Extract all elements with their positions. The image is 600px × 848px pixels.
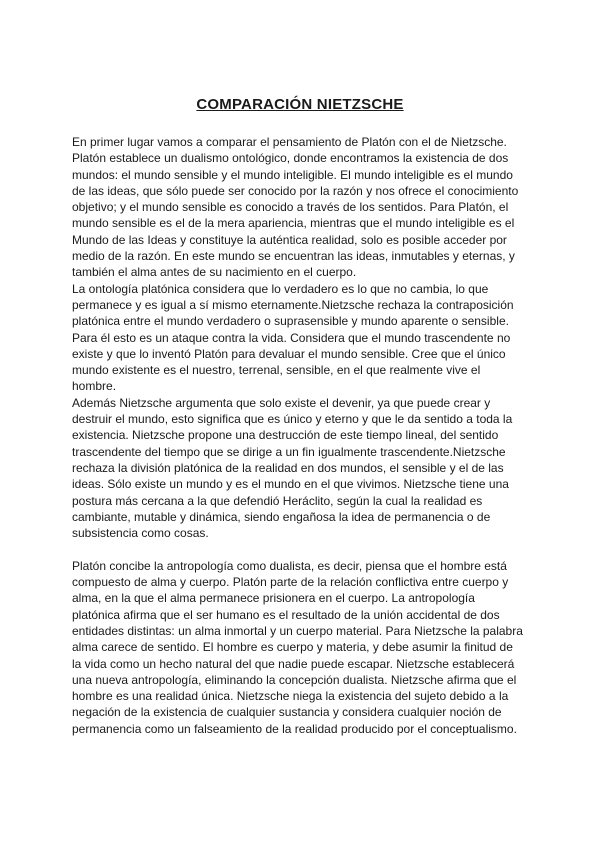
- text-line: hombre es una realidad única. Nietzsche niega la existencia del sujeto debido a la: [72, 689, 509, 704]
- text-line: ideas. Sólo existe un mundo y es el mundo en el que vivimos. Nietzsche tiene una: [72, 477, 509, 492]
- page-title: COMPARACIÓN NIETZSCHE: [196, 96, 404, 113]
- paragraph: [72, 395, 530, 542]
- text-line: mundos: el mundo sensible y el mundo inteligible. El mundo inteligible es el mundo: [72, 167, 513, 182]
- text-line: platónica entre el mundo verdadero o suprasensible y mundo aparente o sensible.: [72, 314, 509, 329]
- text-line: negación de la existencia de cualquier sustancia y considera cualquier noción de: [72, 705, 502, 720]
- document-body: [72, 134, 530, 737]
- text-line: permanece y es igual a sí mismo eternamente.Nietzsche rechaza la contraposición: [72, 297, 514, 312]
- text-line: entidades distintas: un alma inmortal y un cuerpo material. Para Nietzsche la palabra: [72, 623, 523, 638]
- text-line: subsistencia como cosas.: [72, 526, 209, 541]
- text-line: Además Nietzsche argumenta que solo existe el devenir, ya que puede crear y: [72, 395, 491, 410]
- text-line: mundo sensible es el de la mera apariencia, mientras que el mundo inteligible es el: [72, 216, 515, 231]
- text-line: destruir el mundo, esto significa que es único y eterno y que le da sentido a toda la: [72, 412, 513, 427]
- text-line: platónica afirma que el ser humano es el resultado de la unión accidental de dos: [72, 607, 500, 622]
- text-line: la vida como un hecho natural del que nadie puede escapar. Nietzsche establecerá: [72, 656, 515, 671]
- text-line: Para él esto es un ataque contra la vida. Considera que el mundo trascendente no: [72, 330, 511, 345]
- text-line: cambiante, mutable y dinámica, siendo engañosa la idea de permanencia o de: [72, 509, 491, 524]
- text-line: objetivo; y el mundo sensible es conocido a través de los sentidos. Para Platón, el: [72, 200, 509, 215]
- text-line: Platón establece un dualismo ontológico, donde encontramos la existencia de dos: [72, 151, 509, 166]
- text-line: permanencia como un falseamiento de la realidad producido por el conceptualismo.: [72, 721, 517, 736]
- text-line: rechaza la división platónica de la realidad en dos mundos, el sensible y el de las: [72, 460, 504, 475]
- text-line: existe y que lo inventó Platón para devaluar el mundo sensible. Cree que el único: [72, 346, 506, 361]
- paragraph: [72, 281, 530, 395]
- text-line: mundo existente es el nuestro, terrenal, sensible, en el que realmente vive el: [72, 363, 481, 378]
- text-line: alma carece de sentido. El hombre es cuerpo y materia, y debe asumir la finitud de: [72, 640, 513, 655]
- text-line: de las ideas, que sólo puede ser conocido por la razón y nos ofrece el conocimiento: [72, 183, 519, 198]
- text-line: La ontología platónica considera que lo verdadero es lo que no cambia, lo que: [72, 281, 489, 296]
- text-line: también el alma antes de su nacimiento en el cuerpo.: [72, 265, 357, 280]
- paragraph: [72, 134, 530, 281]
- text-line: alma, en la que el alma permanece prisionera en el cuerpo. La antropología: [72, 591, 475, 606]
- text-line: En primer lugar vamos a comparar el pensamiento de Platón con el de Nietzsche.: [72, 135, 507, 149]
- text-line: hombre.: [72, 379, 117, 394]
- paragraph: [72, 558, 530, 737]
- text-line: postura más cercana a la que defendió Heráclito, según la cual la realidad es: [72, 493, 483, 508]
- text-line: medio de la razón. En este mundo se encuentran las ideas, inmutables y eternas, y: [72, 249, 515, 264]
- text-line: trascendente del tiempo que se dirige a un fin igualmente trascendente.Nietzsche: [72, 444, 506, 459]
- text-line: compuesto de alma y cuerpo. Platón parte de la relación conflictiva entre cuerpo y: [72, 575, 509, 590]
- text-line: existencia. Nietzsche propone una destrucción de este tiempo lineal, del sentido: [72, 428, 499, 443]
- text-line: Mundo de las Ideas y constituye la auténtica realidad, solo es posible acceder por: [72, 232, 507, 247]
- text-line: una nueva antropología, eliminando la concepción dualista. Nietzsche afirma que el: [72, 672, 517, 687]
- paragraph-gap: [72, 541, 530, 557]
- text-line: Platón concibe la antropología como dualista, es decir, piensa que el hombre está: [72, 558, 507, 573]
